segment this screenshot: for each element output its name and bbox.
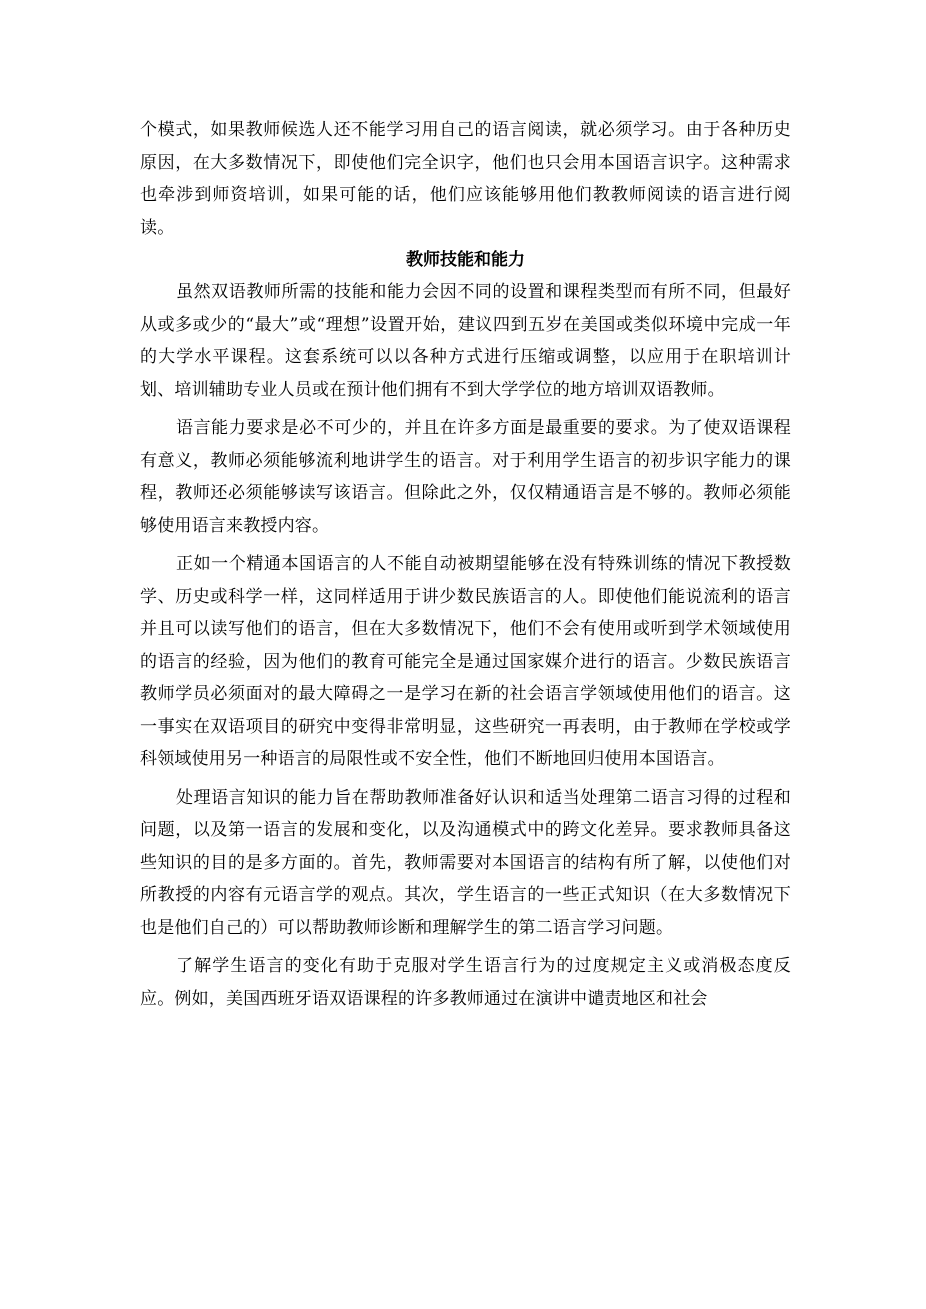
- paragraph-language-variation: 了解学生语言的变化有助于克服对学生语言行为的过度规定主义或消极态度反应。例如，美国西班牙语双语课程的许多教师通过在演讲中谴责地区和社会: [140, 956, 791, 1009]
- section-heading: 教师技能和能力: [406, 250, 525, 270]
- paragraph-language-ability: 语言能力要求是必不可少的，并且在许多方面是最重要的要求。为了使双语课程有意义，教师必须能够流利地讲学生的语言。对于利用学生语言的初步识字能力的课程，教师还必须能够读写该语言。但除此之外，仅仅精通语言是不够的。教师必须能够使用语言来教授内容。: [140, 418, 791, 536]
- paragraph-continuation: 个模式，如果教师候选人还不能学习用自己的语言阅读，就必须学习。由于各种历史原因，在大多数情况下，即使他们完全识字，他们也只会用本国语言识字。这种需求也牵涉到师资培训，如果可能的话，他们应该能够用他们教教师阅读的语言进行阅读。: [140, 120, 791, 238]
- paragraph-language-knowledge: 处理语言知识的能力旨在帮助教师准备好认识和适当处理第二语言习得的过程和问题，以及第一语言的发展和变化，以及沟通模式中的跨文化差异。要求教师具备这些知识的目的是多方面的。首先，教师需要对本国语言的结构有所了解，以使他们对所教授的内容有元语言学的观点。其次，学生语言的一些正式知识（在大多数情况下也是他们自己的）可以帮助教师诊断和理解学生的第二语言学习问题。: [140, 787, 791, 938]
- paragraph-skills-intro: 虽然双语教师所需的技能和能力会因不同的设置和课程类型而有所不同，但最好从或多或少的“最大”或“理想”设置开始，建议四到五岁在美国或类似环境中完成一年的大学水平课程。这套系统可以以各种方式进行压缩或调整，以应用于在职培训计划、培训辅助专业人员或在预计他们拥有不到大学学位的地方培训双语教师。: [140, 282, 791, 400]
- paragraph-native-language: 正如一个精通本国语言的人不能自动被期望能够在没有特殊训练的情况下教授数学、历史或科学一样，这同样适用于讲少数民族语言的人。即使他们能说流利的语言并且可以读写他们的语言，但在大多数情况下，他们不会有使用或听到学术领域使用的语言的经验，因为他们的教育可能完全是通过国家媒介进行的语言。少数民族语言教师学员必须面对的最大障碍之一是学习在新的社会语言学领域使用他们的语言。这一事实在双语项目的研究中变得非常明显，这些研究一再表明，由于教师在学校或学科领域使用另一种语言的局限性或不安全性，他们不断地回归使用本国语言。: [140, 554, 791, 769]
- document-body: [140, 114, 791, 1015]
